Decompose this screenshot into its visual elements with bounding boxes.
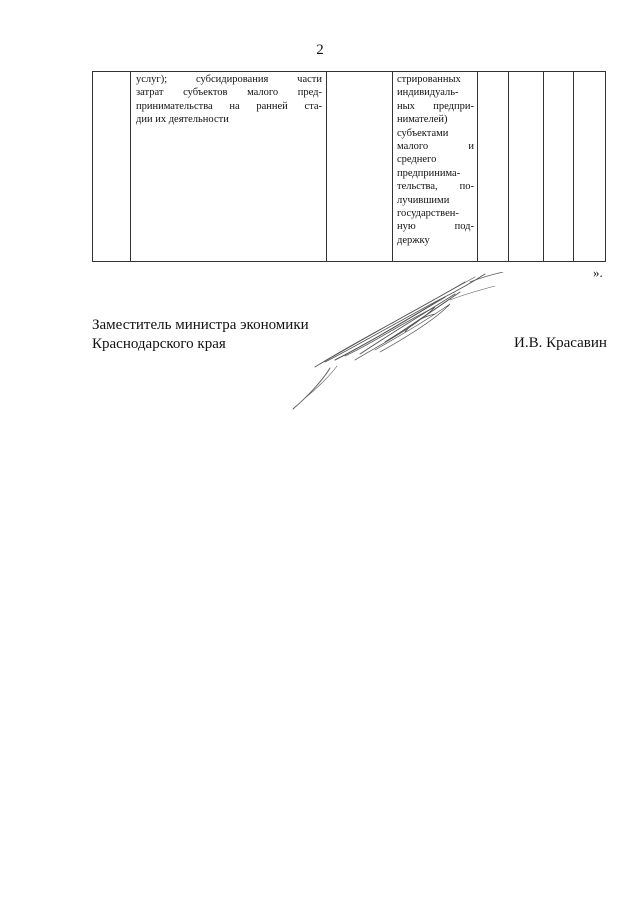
signatory-title-line: Краснодарского края xyxy=(92,336,226,352)
indicator-line: малого и xyxy=(397,141,474,153)
signatory-title xyxy=(92,316,309,354)
indicator-line: лучившими xyxy=(397,194,450,206)
indicator-line: предпринима- xyxy=(397,167,461,179)
table-cell-empty xyxy=(478,72,509,262)
measure-description-line: услуг); субсидирования части xyxy=(136,74,322,85)
table-cell-empty xyxy=(574,72,606,262)
closing-quote: ». xyxy=(593,265,603,280)
indicator-line: индивидуаль- xyxy=(397,87,459,99)
table-row xyxy=(93,72,606,262)
continuation-table xyxy=(92,71,606,262)
indicator-line: среднего xyxy=(397,154,437,166)
measure-description-line: затрат субъектов малого пред- xyxy=(136,87,322,99)
table-cell-empty xyxy=(327,72,393,262)
measure-description-cell xyxy=(131,72,327,262)
indicator-line: государствен- xyxy=(397,208,459,220)
indicator-description-cell xyxy=(393,72,478,262)
indicator-line: субъектами xyxy=(397,127,449,139)
indicator-line: ных предпри- xyxy=(397,100,474,112)
table-cell-empty xyxy=(93,72,131,262)
indicator-line: ную под- xyxy=(397,221,474,233)
handwritten-signature xyxy=(285,272,510,417)
measure-description-line: дии их деятельности xyxy=(136,114,229,126)
signatory-title-line: Заместитель министра экономики xyxy=(92,317,309,333)
measure-description-line: принимательства на ранней ста- xyxy=(136,100,322,112)
indicator-line: стрированных xyxy=(397,74,461,85)
page-number: 2 xyxy=(316,42,324,58)
signatory-name: И.В. Красавин xyxy=(514,335,607,351)
indicator-line: держку xyxy=(397,234,430,246)
indicator-line: нимателей) xyxy=(397,114,448,126)
table-cell-empty xyxy=(544,72,574,262)
table-cell-empty xyxy=(509,72,544,262)
indicator-line: тельства, по- xyxy=(397,181,474,193)
